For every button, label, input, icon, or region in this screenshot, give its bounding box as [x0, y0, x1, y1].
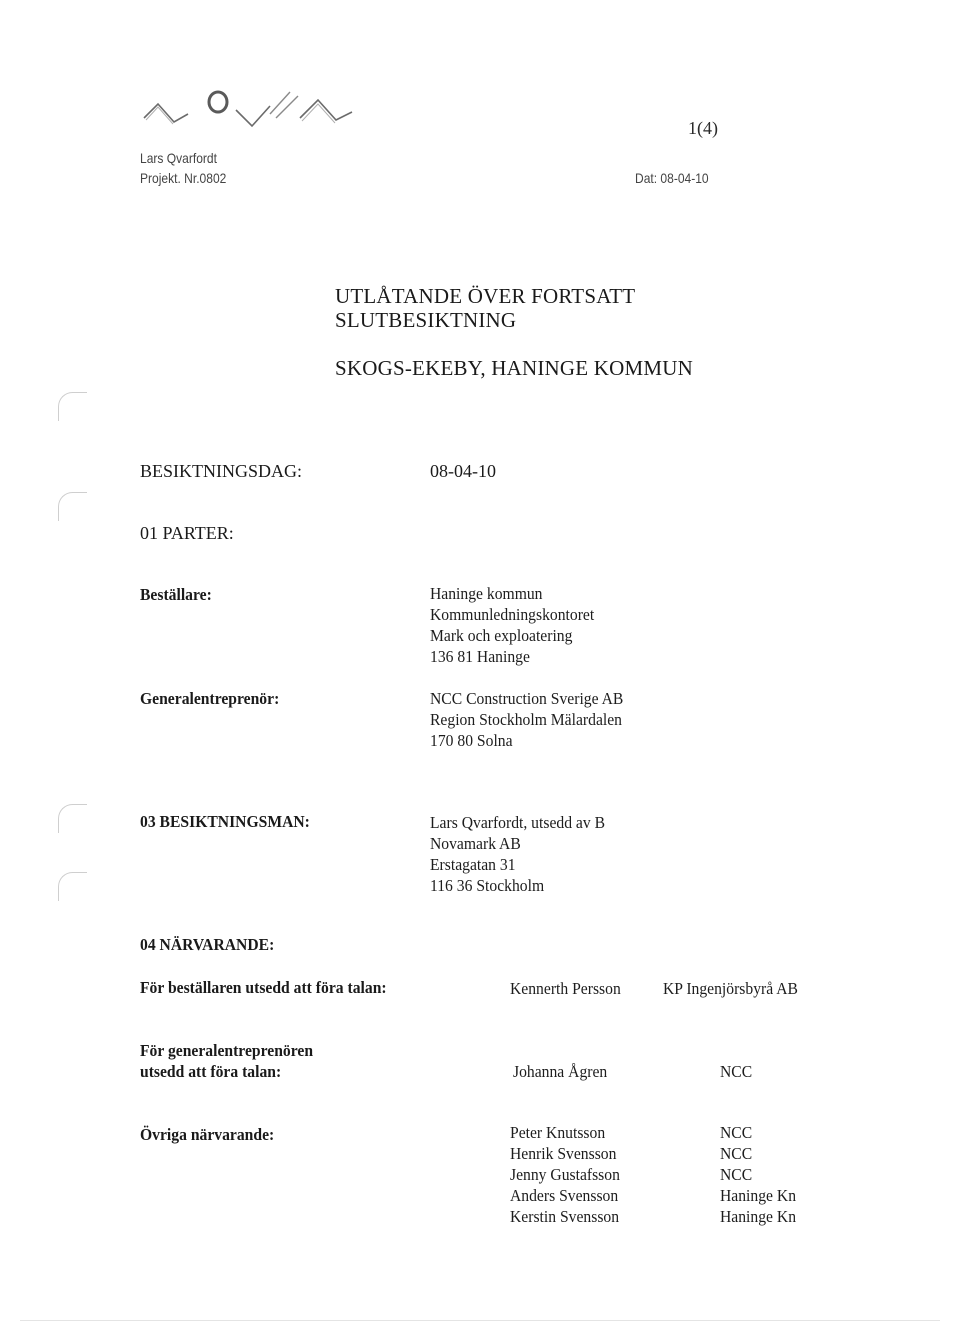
novamark-logo [140, 84, 360, 134]
parties-heading: 01 PARTER: [140, 523, 234, 543]
address-line: 116 36 Stockholm [430, 876, 545, 895]
label-line: För generalentreprenören [140, 1041, 314, 1060]
page-number: 1(4) [688, 118, 718, 138]
address-line: Kommunledningskontoret [430, 605, 595, 624]
address-line: 170 80 Solna [430, 731, 513, 750]
person-org: NCC [720, 1165, 753, 1184]
author-name: Lars Qvarfordt [140, 150, 217, 166]
address-line: Novamark AB [430, 834, 521, 853]
person-name: Kerstin Svensson [510, 1207, 620, 1226]
address-line: 136 81 Haninge [430, 647, 530, 666]
address-line: Lars Qvarfordt, utsedd av B [430, 813, 606, 832]
client-address [430, 583, 594, 667]
contractor-address [430, 688, 623, 751]
scan-edge-line [20, 1320, 940, 1321]
person-name: Jenny Gustafsson [510, 1165, 620, 1184]
person-org: NCC [720, 1123, 753, 1142]
contractor-label: Generalentreprenör: [140, 689, 280, 708]
client-rep-name [510, 978, 621, 999]
label-line: utsedd att föra talan: [140, 1062, 282, 1081]
others-orgs [720, 1122, 796, 1227]
person-org: NCC [720, 1062, 753, 1081]
document-title-line2: SLUTBESIKTNING [335, 308, 517, 332]
person-org: NCC [720, 1144, 753, 1163]
person-org: KP Ingenjörsbyrå AB [663, 979, 798, 998]
contractor-rep-org [720, 1061, 752, 1082]
inspector-address [430, 812, 605, 896]
address-line: NCC Construction Sverige AB [430, 689, 624, 708]
client-rep-label: För beställaren utsedd att föra talan: [140, 978, 387, 997]
person-name: Kennerth Persson [510, 979, 621, 998]
punch-hole-mark [58, 492, 87, 521]
client-rep-org [663, 978, 798, 999]
person-name: Anders Svensson [510, 1186, 619, 1205]
person-name: Johanna Ågren [513, 1062, 608, 1081]
address-line: Erstagatan 31 [430, 855, 516, 874]
contractor-rep-label [140, 1040, 313, 1082]
document-title-line1: UTLÅTANDE ÖVER FORTSATT [335, 284, 636, 308]
contractor-rep-name [513, 1061, 607, 1082]
inspection-day-label: BESIKTNINGSDAG: [140, 461, 302, 481]
inspection-day-value: 08-04-10 [430, 461, 496, 481]
inspector-label: 03 BESIKTNINGSMAN: [140, 812, 310, 831]
attendees-heading: 04 NÄRVARANDE: [140, 935, 275, 954]
document-date: Dat: 08-04-10 [635, 170, 709, 186]
client-label: Beställare: [140, 585, 212, 604]
others-label: Övriga närvarande: [140, 1125, 275, 1144]
others-names [510, 1122, 620, 1227]
person-org: Haninge Kn [720, 1186, 797, 1205]
punch-hole-mark [58, 804, 87, 833]
document-location: SKOGS-EKEBY, HANINGE KOMMUN [335, 356, 693, 380]
person-org: Haninge Kn [720, 1207, 797, 1226]
address-line: Mark och exploatering [430, 626, 573, 645]
punch-hole-mark [58, 392, 87, 421]
person-name: Peter Knutsson [510, 1123, 606, 1142]
address-line: Region Stockholm Mälardalen [430, 710, 622, 729]
person-name: Henrik Svensson [510, 1144, 617, 1163]
address-line: Haninge kommun [430, 584, 543, 603]
project-number: Projekt. Nr.0802 [140, 170, 227, 186]
punch-hole-mark [58, 872, 87, 901]
